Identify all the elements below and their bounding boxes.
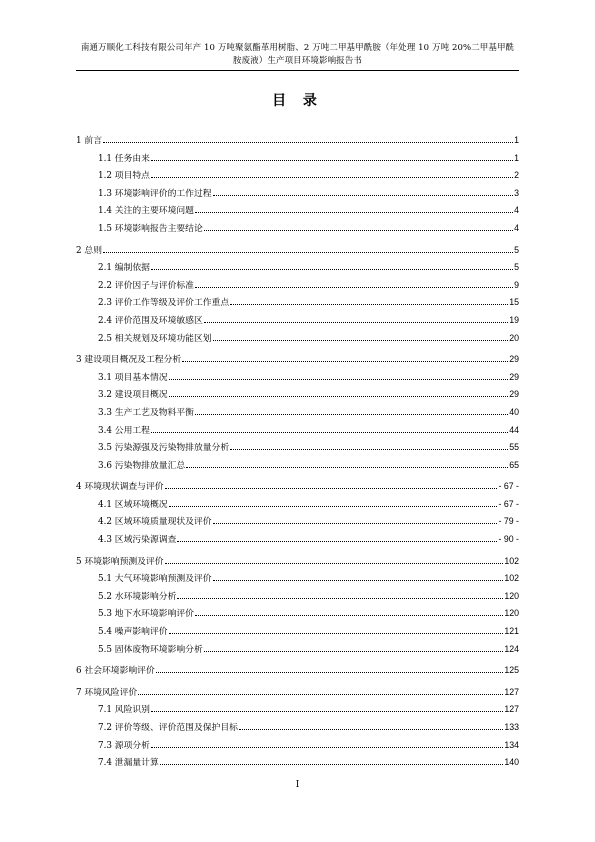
toc-section-entry[interactable] (76, 331, 519, 349)
toc-chapter-entry[interactable] (76, 663, 519, 681)
toc-dot-leader (151, 747, 503, 748)
toc-dot-leader (151, 432, 508, 433)
toc-entry-page: 120 (504, 608, 519, 619)
toc-entry-label: 2.5 相关规划及环境功能区划 (98, 333, 212, 344)
toc-chapter-entry[interactable] (76, 133, 519, 151)
toc-entry-label: 1.2 项目特点 (98, 171, 150, 182)
toc-section-entry[interactable] (76, 203, 519, 221)
toc-dot-leader (165, 488, 498, 489)
toc-section-entry[interactable] (76, 168, 519, 186)
toc-entry-page: 127 (504, 704, 519, 715)
toc-section-entry[interactable] (76, 589, 519, 607)
toc-entry-label: 1.5 环境影响报告主要结论 (98, 223, 203, 234)
toc-entry-page: 65 (509, 459, 519, 470)
toc-entry-label: 5.4 噪声影响评价 (98, 627, 168, 638)
toc-entry-label: 7.4 泄漏量计算 (98, 758, 159, 769)
toc-section-entry[interactable] (76, 458, 519, 476)
toc-section-entry[interactable] (76, 606, 519, 624)
toc-entry-label: 1.3 环境影响评价的工作过程 (98, 188, 212, 199)
toc-section-entry[interactable] (76, 423, 519, 441)
toc-entry-label: 5.2 水环境影响分析 (98, 591, 177, 602)
toc-entry-label: 4 环境现状调查与评价 (76, 482, 164, 493)
toc-dot-leader (213, 195, 514, 196)
toc-entry-page: 102 (504, 555, 519, 566)
toc-section-entry[interactable] (76, 571, 519, 589)
toc-chapter-entry[interactable] (76, 243, 519, 261)
toc-dot-leader (151, 160, 513, 161)
toc-section-entry[interactable] (76, 755, 519, 773)
toc-dot-leader (151, 711, 503, 712)
toc-entry-page: 4 (514, 222, 519, 233)
toc-dot-leader (204, 651, 504, 652)
toc-entry-page: 3 (514, 187, 519, 198)
toc-entry-label: 5.5 固体废物环境影响分析 (98, 644, 203, 655)
toc-dot-leader (195, 212, 513, 213)
toc-section-entry[interactable] (76, 387, 519, 405)
toc-entry-label: 1.1 任务由来 (98, 153, 150, 164)
toc-entry-label: 2.4 评价范围及环境敏感区 (98, 315, 203, 326)
toc-dot-leader (165, 563, 504, 564)
toc-section-entry[interactable] (76, 313, 519, 331)
table-of-contents (76, 133, 519, 773)
toc-dot-leader (177, 541, 497, 542)
toc-entry-label: 4.3 区域污染源调查 (98, 535, 177, 546)
header-line-2: 胺废液）生产项目环境影响报告书 (232, 56, 362, 66)
toc-entry-label: 5.3 地下水环境影响评价 (98, 609, 194, 620)
toc-entry-page: 19 (509, 314, 519, 325)
toc-entry-label: 3.3 生产工艺及物料平衡 (98, 407, 194, 418)
toc-entry-page: 2 (514, 170, 519, 181)
toc-entry-page: 5 (514, 262, 519, 273)
toc-section-entry[interactable] (76, 738, 519, 756)
toc-entry-page: 55 (509, 442, 519, 453)
page-number: I (295, 780, 300, 790)
toc-dot-leader (169, 633, 504, 634)
toc-entry-page: 125 (504, 665, 519, 676)
toc-section-entry[interactable] (76, 221, 519, 239)
toc-entry-label: 1.4 关注的主要环境问题 (98, 206, 194, 217)
toc-chapter-entry[interactable] (76, 352, 519, 370)
toc-entry-label: 2.1 编制依据 (98, 263, 150, 274)
toc-dot-leader (186, 467, 508, 468)
toc-section-entry[interactable] (76, 532, 519, 550)
toc-dot-leader (213, 523, 498, 524)
toc-entry-page: 5 (514, 244, 519, 255)
toc-dot-leader (195, 615, 503, 616)
toc-entry-label: 7.3 源项分析 (98, 740, 150, 751)
toc-entry-page: 4 (514, 205, 519, 216)
toc-entry-label: 3.1 项目基本情况 (98, 372, 168, 383)
toc-dot-leader (160, 764, 504, 765)
toc-entry-page: 1 (514, 135, 519, 145)
toc-entry-page: 140 (504, 757, 519, 768)
toc-dot-leader (169, 396, 509, 397)
toc-section-entry[interactable] (76, 720, 519, 738)
toc-dot-leader (151, 269, 513, 270)
toc-dot-leader (204, 322, 508, 323)
toc-dot-leader (151, 177, 513, 178)
toc-section-entry[interactable] (76, 702, 519, 720)
toc-dot-leader (204, 230, 513, 231)
toc-entry-page: - 67 - (498, 498, 519, 509)
toc-entry-page: 29 (509, 354, 519, 365)
toc-entry-label: 1 前言 (76, 136, 102, 146)
toc-section-entry[interactable] (76, 278, 519, 296)
toc-entry-page: 124 (504, 643, 519, 654)
toc-section-entry[interactable] (76, 151, 519, 169)
toc-entry-page: 133 (504, 722, 519, 732)
toc-section-entry[interactable] (76, 370, 519, 388)
toc-chapter-entry[interactable] (76, 554, 519, 572)
toc-entry-label: 4.1 区域环境概况 (98, 499, 168, 510)
toc-entry-page: 127 (504, 686, 519, 697)
header-line-1: 南通万顺化工科技有限公司年产 10 万吨聚氨酯革用树脂、2 万吨二甲基甲酰胺（年处理 10 万吨 20%二甲基甲酰 (80, 43, 515, 53)
toc-entry-page: 29 (509, 389, 519, 400)
toc-entry-page: 121 (504, 626, 519, 637)
toc-dot-leader (213, 340, 509, 341)
toc-dot-leader (230, 304, 508, 305)
toc-entry-page: 20 (509, 332, 519, 343)
toc-entry-label: 6 社会环境影响评价 (76, 666, 155, 677)
document-header (76, 42, 519, 68)
toc-entry-label: 3.2 建设项目概况 (98, 390, 168, 401)
toc-entry-page: 40 (509, 406, 519, 417)
toc-entry-page: 1 (514, 152, 519, 163)
toc-chapter-entry[interactable] (76, 685, 519, 703)
toc-entry-label: 7 环境风险评价 (76, 687, 138, 698)
toc-dot-leader (103, 252, 513, 253)
toc-entry-page: - 67 - (498, 481, 519, 492)
toc-dot-leader (156, 672, 504, 673)
toc-entry-label: 5 环境影响预测及评价 (76, 556, 164, 567)
toc-section-entry[interactable] (76, 295, 519, 313)
toc-entry-label: 2 总则 (76, 245, 102, 256)
toc-section-entry[interactable] (76, 186, 519, 204)
toc-entry-label: 7.2 评价等级、评价范围及保护目标 (98, 723, 238, 733)
toc-section-entry[interactable] (76, 514, 519, 532)
toc-dot-leader (103, 142, 513, 143)
toc-dot-leader (195, 287, 513, 288)
toc-dot-leader (195, 414, 508, 415)
toc-section-entry[interactable] (76, 642, 519, 660)
toc-entry-label: 2.3 评价工作等级及评价工作重点 (98, 298, 230, 309)
header-rule (76, 70, 519, 71)
toc-entry-label: 3.4 公用工程 (98, 425, 150, 436)
toc-entry-page: - 90 - (498, 534, 519, 545)
toc-dot-leader (182, 361, 508, 362)
toc-dot-leader (169, 379, 509, 380)
toc-dot-leader (169, 506, 498, 507)
toc-section-entry[interactable] (76, 260, 519, 278)
toc-entry-page: 44 (509, 424, 519, 435)
toc-chapter-entry[interactable] (76, 479, 519, 497)
toc-entry-label: 3 建设项目概况及工程分析 (76, 355, 182, 366)
toc-entry-page: - 79 - (498, 516, 519, 527)
toc-entry-page: 15 (509, 297, 519, 308)
toc-entry-page: 9 (514, 279, 519, 290)
page-title: 目 录 (272, 93, 323, 109)
toc-entry-label: 5.1 大气环境影响预测及评价 (98, 574, 212, 585)
toc-section-entry[interactable] (76, 624, 519, 642)
toc-section-entry[interactable] (76, 440, 519, 458)
toc-entry-page: 102 (504, 573, 519, 584)
toc-dot-leader (230, 449, 508, 450)
toc-dot-leader (138, 694, 503, 695)
toc-entry-page: 120 (504, 590, 519, 601)
toc-entry-page: 29 (509, 371, 519, 382)
toc-entry-label: 2.2 评价因子与评价标准 (98, 280, 194, 291)
toc-entry-label: 4.2 区域环境质量现状及评价 (98, 517, 212, 528)
toc-entry-label: 3.6 污染物排放量汇总 (98, 460, 186, 471)
toc-entry-label: 3.5 污染源强及污染物排放量分析 (98, 443, 230, 454)
toc-entry-label: 7.1 风险识别 (98, 705, 150, 716)
toc-dot-leader (213, 580, 504, 581)
toc-entry-page: 134 (504, 739, 519, 750)
toc-dot-leader (239, 729, 503, 730)
toc-dot-leader (177, 598, 503, 599)
toc-section-entry[interactable] (76, 405, 519, 423)
toc-section-entry[interactable] (76, 497, 519, 515)
